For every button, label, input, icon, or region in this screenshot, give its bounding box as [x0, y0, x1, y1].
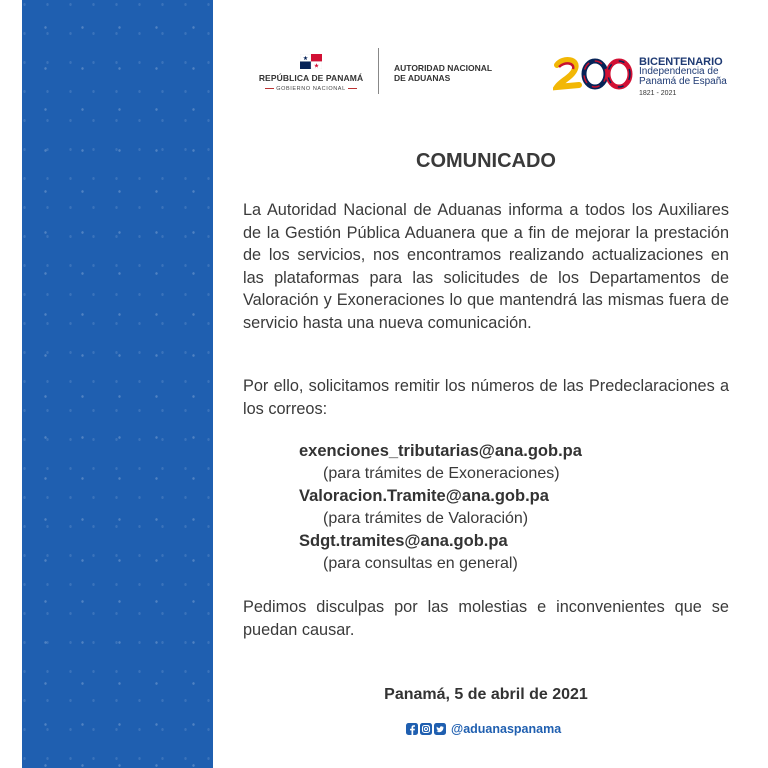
instagram-icon[interactable]: [420, 723, 432, 735]
panama-flag-icon: [300, 54, 322, 69]
email-list: [299, 440, 699, 576]
bicentennial-years: 1821 - 2021: [639, 90, 677, 97]
government-label: GOBIERNO NACIONAL: [276, 86, 346, 92]
decorative-blue-sidebar: [22, 0, 213, 768]
facebook-icon[interactable]: [406, 723, 418, 735]
document-date: Panamá, 5 de abril de 2021: [384, 686, 588, 703]
bicentennial-line2: Panamá de España: [639, 76, 727, 87]
bicentennial-title: BICENTENARIO: [639, 56, 723, 68]
social-footer: [406, 722, 561, 736]
twitter-icon[interactable]: [434, 723, 446, 735]
paragraph-intro: La Autoridad Nacional de Aduanas informa a todos los Auxiliares de la Gestión Pública Aduanera que a fin de mejorar la prestación de los servicios, nos encontramos realizando actualizaciones en las plataformas para las solicitudes de los Departamentos de Valoración y Exoneraciones lo que mantendrá las mismas fuera de servicio hasta una nueva comunicación.: [243, 201, 729, 332]
email-valoracion[interactable]: Valoracion.Tramite@ana.gob.pa: [299, 487, 549, 506]
social-handle[interactable]: @aduanaspanama: [451, 722, 562, 736]
agency-name: [394, 63, 492, 83]
bicentennial-line1: Independencia de: [639, 66, 719, 77]
email-note-exoneraciones: (para trámites de Exoneraciones): [323, 464, 560, 482]
agency-name-line2: DE ADUANAS: [394, 73, 451, 83]
bicentennial-200-icon: [553, 55, 635, 95]
logo-divider: [378, 48, 379, 94]
email-exoneraciones[interactable]: exenciones_tributarias@ana.gob.pa: [299, 442, 582, 460]
panama-government-logo: [254, 54, 368, 92]
email-note-valoracion: (para trámites de Valoración): [323, 509, 529, 527]
agency-name-line1: AUTORIDAD NACIONAL: [394, 63, 493, 73]
page-title: COMUNICADO: [416, 150, 556, 172]
bicentennial-logo-text: [639, 57, 727, 99]
email-note-consultas: (para consultas en general): [323, 554, 518, 572]
republic-name: REPÚBLICA DE PANAMÁ: [258, 73, 364, 83]
paragraph-request: Por ello, solicitamos remitir los números de las Predeclaraciones a los correos:: [243, 377, 729, 418]
email-consultas[interactable]: Sdgt.tramites@ana.gob.pa: [299, 532, 508, 551]
paragraph-apology: Pedimos disculpas por las molestias e inconvenientes que se puedan causar.: [243, 598, 729, 639]
